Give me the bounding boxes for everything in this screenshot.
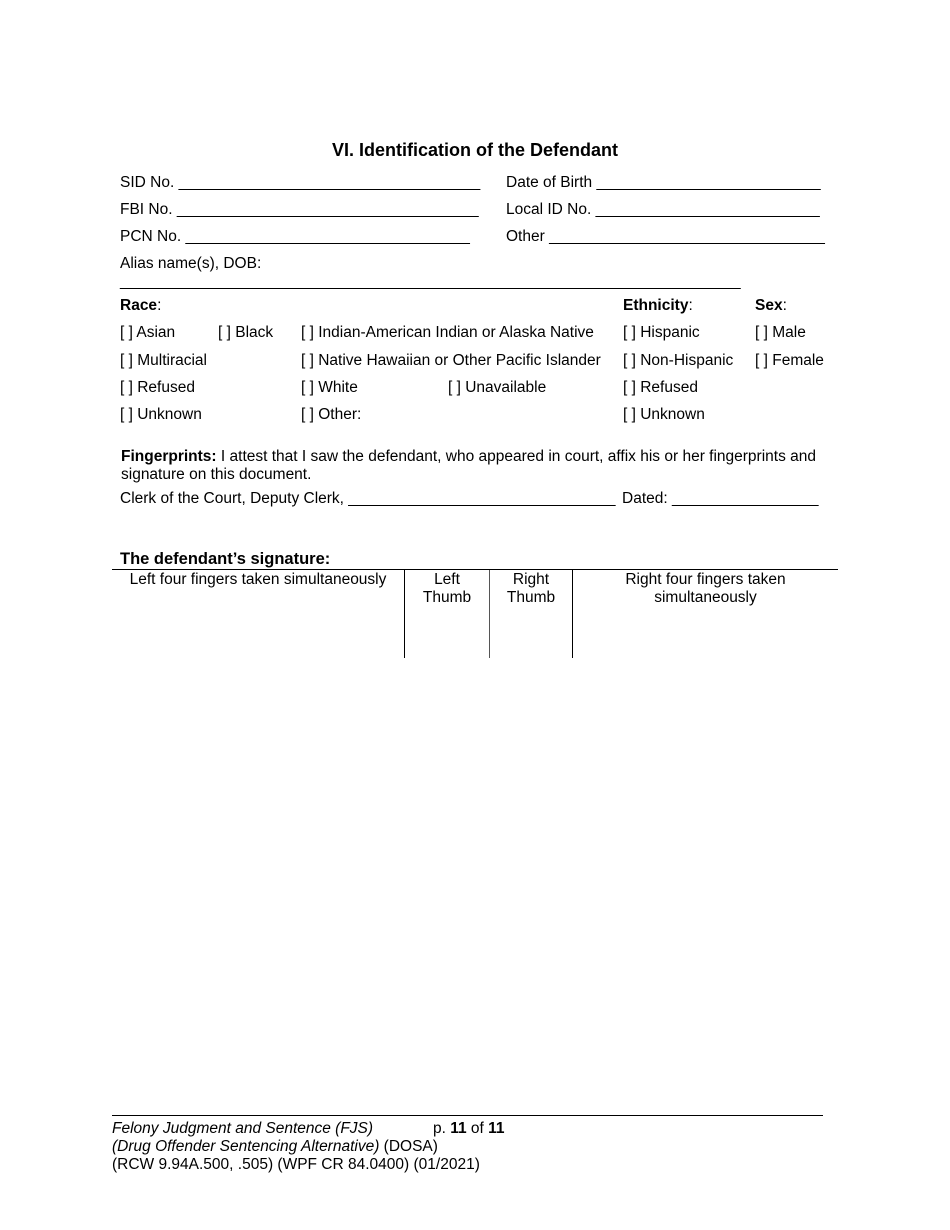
dob-field[interactable]: Date of Birth __________________________ (506, 174, 821, 191)
race-unknown-checkbox[interactable]: [ ] Unknown (120, 406, 202, 423)
alias-line[interactable]: ________________________________________________________________________ (120, 273, 741, 290)
fingerprints-label: Fingerprints: (121, 448, 217, 465)
ethnicity-refused-checkbox[interactable]: [ ] Refused (623, 379, 698, 396)
right-thumb-box[interactable] (490, 571, 572, 607)
right-four-fingers-box[interactable] (573, 571, 838, 607)
race-refused-checkbox[interactable]: [ ] Refused (120, 379, 195, 396)
ethnicity-unknown-checkbox[interactable]: [ ] Unknown (623, 406, 705, 423)
pcn-field[interactable]: PCN No. _________________________________ (120, 228, 470, 245)
race-heading-label: Race (120, 297, 158, 314)
footer-form-title (112, 1120, 373, 1138)
race-asian-checkbox[interactable]: [ ] Asian (120, 324, 176, 341)
section-title: VI. Identification of the Defendant (331, 140, 618, 160)
left-four-fingers-label: Left four fingers taken simultaneously (129, 571, 387, 588)
left-thumb-label-line2: Thumb (422, 589, 472, 606)
footer-page-number (433, 1120, 505, 1138)
footer-form-reference: (RCW 9.94A.500, .505) (WPF CR 84.0400) (01/2021) (112, 1156, 480, 1173)
footer-rule (112, 1115, 823, 1116)
race-multiracial-checkbox[interactable]: [ ] Multiracial (120, 352, 207, 369)
race-heading (120, 297, 161, 315)
sid-field[interactable]: SID No. ___________________________________ (120, 174, 481, 191)
ethnicity-non-hispanic-checkbox[interactable]: [ ] Non-Hispanic (623, 352, 734, 369)
race-unavailable-checkbox[interactable]: [ ] Unavailable (448, 379, 547, 396)
dated-field[interactable]: Dated: _________________ (622, 490, 819, 507)
fingerprints-attestation (121, 448, 826, 484)
page-total: 11 (488, 1120, 505, 1137)
sex-female-checkbox[interactable]: [ ] Female (755, 352, 824, 369)
left-thumb-box[interactable] (405, 571, 489, 607)
page-of: of (466, 1120, 489, 1137)
race-hawaiian-checkbox[interactable]: [ ] Native Hawaiian or Other Pacific Islander (301, 352, 601, 369)
page-current: 11 (450, 1120, 467, 1137)
race-white-checkbox[interactable]: [ ] White (301, 379, 358, 396)
ethnicity-hispanic-checkbox[interactable]: [ ] Hispanic (623, 324, 700, 341)
sex-heading (755, 297, 787, 315)
clerk-signature-field[interactable]: Clerk of the Court, Deputy Clerk, _______________________________ (120, 490, 616, 507)
right-four-fingers-label-line1: Right four fingers taken (625, 571, 786, 588)
defendant-signature-heading: The defendant’s signature: (120, 550, 331, 568)
right-thumb-label-line2: Thumb (506, 589, 556, 606)
footer-form-name: Felony Judgment and Sentence (FJS) (112, 1120, 374, 1137)
sex-heading-colon: : (782, 297, 787, 314)
race-other-checkbox[interactable]: [ ] Other: (301, 406, 362, 423)
race-indian-checkbox[interactable]: [ ] Indian-American Indian or Alaska Native (301, 324, 594, 341)
ethnicity-heading (623, 297, 693, 315)
left-thumb-label-line1: Left (434, 571, 460, 588)
race-black-checkbox[interactable]: [ ] Black (218, 324, 274, 341)
ethnicity-heading-colon: : (688, 297, 693, 314)
page-prefix: p. (433, 1120, 451, 1137)
footer-subtitle-rest: (DOSA) (379, 1138, 438, 1155)
footer-subtitle-italic: (Drug Offender Sentencing Alternative) (112, 1138, 380, 1155)
fbi-field[interactable]: FBI No. ___________________________________ (120, 201, 479, 218)
race-heading-colon: : (157, 297, 162, 314)
right-four-fingers-label-line2: simultaneously (654, 589, 757, 606)
right-thumb-label-line1: Right (512, 571, 550, 588)
ethnicity-heading-label: Ethnicity (623, 297, 689, 314)
other-field[interactable]: Other ________________________________ (506, 228, 825, 245)
alias-label: Alias name(s), DOB: (120, 255, 262, 272)
local-id-field[interactable]: Local ID No. __________________________ (506, 201, 820, 218)
footer-form-subtitle (112, 1138, 438, 1156)
fingerprint-table-top-rule (112, 569, 838, 570)
left-four-fingers-box[interactable] (112, 571, 404, 589)
sex-male-checkbox[interactable]: [ ] Male (755, 324, 806, 341)
sex-heading-label: Sex (755, 297, 783, 314)
fingerprints-text: I attest that I saw the defendant, who appeared in court, affix his or her fingerprints and signature on this document. (121, 448, 817, 483)
